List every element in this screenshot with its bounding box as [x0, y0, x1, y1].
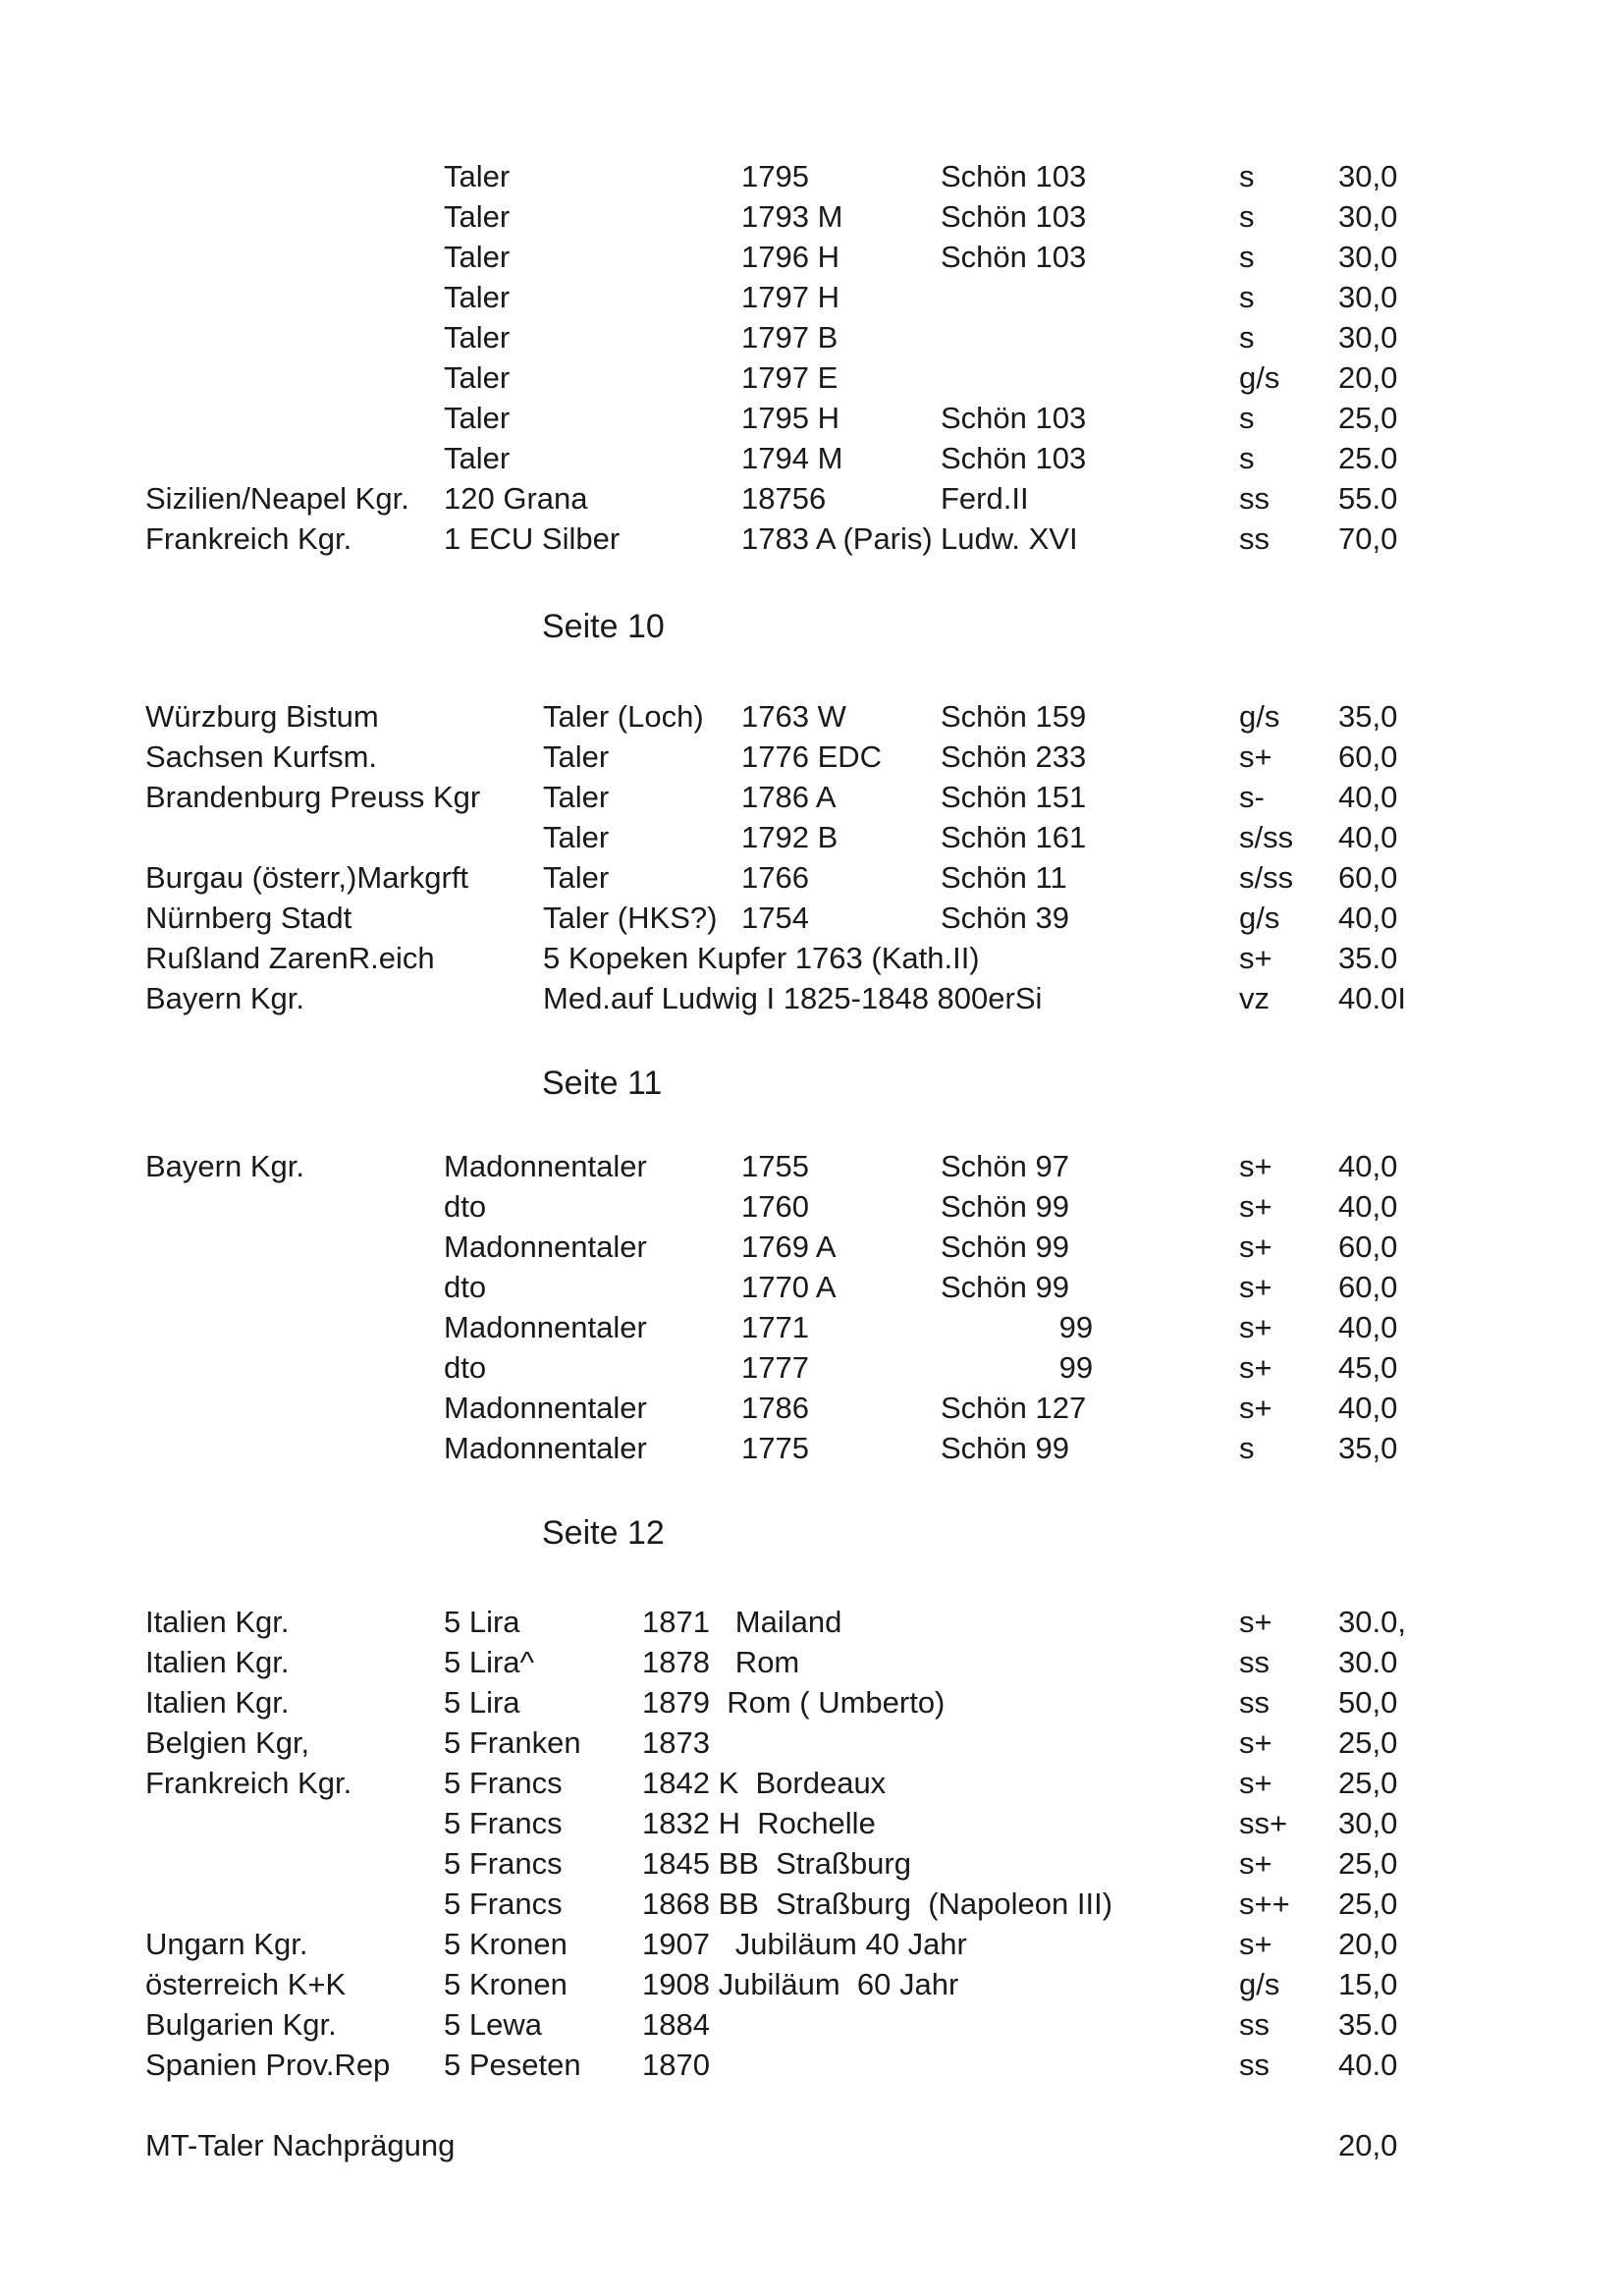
region-cell: österreich K+K — [145, 1967, 347, 2001]
region-cell: Italien Kgr. — [145, 1685, 290, 1720]
year-cell: 1763 W — [741, 699, 846, 734]
grade-cell: ss — [1239, 521, 1270, 556]
year-cell: 1794 M — [741, 441, 843, 475]
coin-cell: 5 Lira^ — [444, 1645, 535, 1679]
price-cell: 25,0 — [1338, 1766, 1398, 1800]
year-cell: 1868 BB Straßburg (Napoleon III) — [642, 1886, 1113, 1921]
grade-cell: s — [1239, 1431, 1255, 1465]
reference-cell: Schön 99 — [941, 1431, 1069, 1465]
reference-cell: Schön 103 — [941, 159, 1087, 193]
year-cell: 1795 H — [741, 401, 839, 435]
list-row — [0, 1683, 1623, 1722]
grade-cell: s+ — [1239, 1189, 1272, 1224]
region-cell: Burgau (österr,)Markgrft — [145, 860, 469, 895]
coin-cell: Madonnentaler — [444, 1149, 647, 1183]
price-cell: 35.0 — [1338, 2007, 1398, 2042]
list-row — [0, 939, 1623, 978]
coin-cell: 5 Kronen — [444, 1927, 568, 1961]
region-cell: Frankreich Kgr. — [145, 1766, 352, 1800]
grade-cell: g/s — [1239, 699, 1280, 734]
grade-cell: s+ — [1239, 941, 1272, 975]
list-row — [0, 519, 1623, 559]
year-cell: 1797 E — [741, 360, 839, 395]
list-row — [0, 318, 1623, 357]
list-row — [0, 738, 1623, 777]
list-row — [0, 238, 1623, 277]
year-cell: 1878 Rom — [642, 1645, 800, 1679]
year-cell: 1871 Mailand — [642, 1605, 842, 1639]
reference-cell: Schön 11 — [941, 860, 1067, 895]
coin-cell: 5 Peseten — [444, 2048, 581, 2082]
year-cell: 1754 — [741, 901, 809, 935]
list-row — [0, 899, 1623, 938]
reference-cell: Schön 99 — [941, 1230, 1069, 1264]
grade-cell: s — [1239, 280, 1255, 314]
year-cell: 1832 H Rochelle — [642, 1806, 876, 1840]
grade-cell: s+ — [1239, 1766, 1272, 1800]
coin-cell: Taler — [543, 860, 610, 895]
list-row — [0, 1348, 1623, 1388]
year-cell: 1769 A — [741, 1230, 837, 1264]
year-cell: 1884 — [642, 2007, 710, 2042]
price-cell: 40,0 — [1338, 901, 1398, 935]
grade-cell: s — [1239, 401, 1255, 435]
list-row — [0, 1643, 1623, 1682]
coin-cell: 5 Lewa — [444, 2007, 542, 2042]
grade-cell: s+ — [1239, 1846, 1272, 1881]
list-row — [0, 1429, 1623, 1468]
region-cell: Italien Kgr. — [145, 1605, 290, 1639]
reference-cell: Schön 103 — [941, 240, 1087, 274]
coin-cell: Taler — [444, 320, 511, 355]
price-cell: 20,0 — [1338, 360, 1398, 395]
list-row — [0, 2005, 1623, 2045]
year-cell: 1786 A — [741, 780, 837, 814]
coin-cell: 5 Francs — [444, 1846, 563, 1881]
price-cell: 60,0 — [1338, 1230, 1398, 1264]
grade-cell: ss — [1239, 2007, 1270, 2042]
list-row — [0, 1187, 1623, 1227]
price-cell: 25.0 — [1338, 441, 1398, 475]
grade-cell: g/s — [1239, 901, 1280, 935]
reference-cell: Schön 151 — [941, 780, 1087, 814]
coin-cell: 120 Grana — [444, 481, 588, 516]
year-cell: 1907 Jubiläum 40 Jahr — [642, 1927, 967, 1961]
price-cell: 45,0 — [1338, 1350, 1398, 1385]
section-heading: Seite 10 — [542, 608, 665, 645]
year-cell: 1796 H — [741, 240, 839, 274]
list-row — [0, 157, 1623, 196]
coin-cell: Taler — [444, 401, 511, 435]
grade-cell: ss — [1239, 1685, 1270, 1720]
grade-cell: s — [1239, 240, 1255, 274]
coin-cell: 5 Kronen — [444, 1967, 568, 2001]
list-row — [0, 1764, 1623, 1803]
grade-cell: s- — [1239, 780, 1265, 814]
reference-cell: Ludw. XVI — [941, 521, 1078, 556]
grade-cell: s/ss — [1239, 820, 1294, 854]
region-cell: Bulgarien Kgr. — [145, 2007, 337, 2042]
price-cell: 35.0 — [1338, 941, 1398, 975]
reference-cell: Schön 39 — [941, 901, 1069, 935]
price-cell: 60,0 — [1338, 1270, 1398, 1304]
year-cell: 1845 BB Straßburg — [642, 1846, 911, 1881]
grade-cell: s+ — [1239, 1927, 1272, 1961]
grade-cell: s+ — [1239, 1270, 1272, 1304]
section-heading: Seite 11 — [542, 1065, 663, 1102]
list-row — [0, 1885, 1623, 1924]
reference-cell: Ferd.II — [941, 481, 1029, 516]
list-row — [0, 1844, 1623, 1884]
coin-cell: 5 Lira — [444, 1685, 520, 1720]
year-cell: 1793 M — [741, 199, 843, 234]
reference-cell: Schön 103 — [941, 199, 1087, 234]
grade-cell: ss — [1239, 1645, 1270, 1679]
coin-cell: dto — [444, 1270, 487, 1304]
price-cell: 50,0 — [1338, 1685, 1398, 1720]
year-cell: 1771 — [741, 1310, 809, 1344]
grade-cell: s+ — [1239, 1310, 1272, 1344]
list-row — [0, 1723, 1623, 1763]
grade-cell: s — [1239, 199, 1255, 234]
coin-cell: Madonnentaler — [444, 1310, 647, 1344]
year-cell: 1775 — [741, 1431, 809, 1465]
list-row — [0, 1804, 1623, 1843]
grade-cell: s++ — [1239, 1886, 1290, 1921]
price-cell: 40,0 — [1338, 780, 1398, 814]
list-row — [0, 1603, 1623, 1642]
price-cell: 20,0 — [1338, 1927, 1398, 1961]
region-cell: Bayern Kgr. — [145, 981, 304, 1015]
grade-cell: s+ — [1239, 1230, 1272, 1264]
reference-cell: Schön 97 — [941, 1149, 1069, 1183]
coin-cell: dto — [444, 1350, 487, 1385]
list-row — [0, 979, 1623, 1018]
price-cell: 30,0 — [1338, 280, 1398, 314]
list-row — [0, 278, 1623, 317]
coin-cell: Taler — [543, 739, 610, 774]
grade-cell: ss — [1239, 2048, 1270, 2082]
price-cell: 30.0, — [1338, 1605, 1406, 1639]
coin-cell: Taler — [444, 199, 511, 234]
region-cell: Rußland ZarenR.eich — [145, 941, 435, 975]
price-cell: 30.0 — [1338, 1645, 1398, 1679]
reference-cell: 99 — [941, 1310, 1094, 1344]
reference-cell: Schön 103 — [941, 401, 1087, 435]
year-cell: 1879 Rom ( Umberto) — [642, 1685, 946, 1720]
footer-price: 20,0 — [1338, 2128, 1398, 2162]
price-cell: 40,0 — [1338, 1149, 1398, 1183]
year-cell: 1760 — [741, 1189, 809, 1224]
region-cell: Frankreich Kgr. — [145, 521, 352, 556]
price-cell: 40,0 — [1338, 1391, 1398, 1425]
section-heading: Seite 12 — [542, 1514, 665, 1552]
region-cell: Nürnberg Stadt — [145, 901, 352, 935]
year-cell: 1797 B — [741, 320, 839, 355]
grade-cell: s+ — [1239, 1149, 1272, 1183]
coin-cell: Med.auf Ludwig I 1825-1848 800erSi — [543, 981, 1043, 1015]
coin-cell: Taler — [543, 820, 610, 854]
reference-cell: Schön 103 — [941, 441, 1087, 475]
list-row — [0, 858, 1623, 898]
coin-cell: 5 Francs — [444, 1886, 563, 1921]
grade-cell: vz — [1239, 981, 1270, 1015]
list-row — [0, 1228, 1623, 1267]
coin-cell: Taler — [444, 280, 511, 314]
coin-cell: 1 ECU Silber — [444, 521, 621, 556]
grade-cell: g/s — [1239, 360, 1280, 395]
region-cell: Würzburg Bistum — [145, 699, 379, 734]
coin-cell: dto — [444, 1189, 487, 1224]
grade-cell: s — [1239, 320, 1255, 355]
price-cell: 35,0 — [1338, 699, 1398, 734]
list-row — [0, 1308, 1623, 1347]
coin-cell: 5 Kopeken Kupfer 1763 (Kath.II) — [543, 941, 980, 975]
price-cell: 30,0 — [1338, 1806, 1398, 1840]
list-row — [0, 2046, 1623, 2085]
coin-cell: Madonnentaler — [444, 1431, 647, 1465]
grade-cell: s+ — [1239, 1350, 1272, 1385]
coin-cell: Taler — [444, 240, 511, 274]
year-cell: 1873 — [642, 1725, 710, 1760]
list-row — [0, 1925, 1623, 1964]
region-cell: Sachsen Kurfsm. — [145, 739, 378, 774]
year-cell: 1766 — [741, 860, 809, 895]
reference-cell: Schön 127 — [941, 1391, 1087, 1425]
year-cell: 1792 B — [741, 820, 839, 854]
footer-label: MT-Taler Nachprägung — [145, 2128, 456, 2162]
footer-row — [0, 2126, 1623, 2165]
coin-cell: Taler — [444, 159, 511, 193]
grade-cell: s/ss — [1239, 860, 1294, 895]
coin-cell: Taler — [444, 441, 511, 475]
price-cell: 35,0 — [1338, 1431, 1398, 1465]
list-row — [0, 479, 1623, 519]
coin-cell: Taler (HKS?) — [543, 901, 718, 935]
grade-cell: ss — [1239, 481, 1270, 516]
list-row — [0, 1147, 1623, 1186]
price-cell: 30,0 — [1338, 199, 1398, 234]
price-cell: 60,0 — [1338, 739, 1398, 774]
region-cell: Bayern Kgr. — [145, 1149, 304, 1183]
coin-cell: Madonnentaler — [444, 1230, 647, 1264]
reference-cell: 99 — [941, 1350, 1094, 1385]
region-cell: Italien Kgr. — [145, 1645, 290, 1679]
coin-cell: 5 Lira — [444, 1605, 520, 1639]
price-cell: 55.0 — [1338, 481, 1398, 516]
price-cell: 40,0 — [1338, 1189, 1398, 1224]
year-cell: 1908 Jubiläum 60 Jahr — [642, 1967, 959, 2001]
price-cell: 25,0 — [1338, 1846, 1398, 1881]
price-cell: 30,0 — [1338, 240, 1398, 274]
list-row — [0, 1965, 1623, 2004]
grade-cell: s+ — [1239, 1605, 1272, 1639]
coin-cell: 5 Francs — [444, 1766, 563, 1800]
year-cell: 1770 A — [741, 1270, 837, 1304]
year-cell: 1870 — [642, 2048, 710, 2082]
list-row — [0, 818, 1623, 857]
grade-cell: ss+ — [1239, 1806, 1288, 1840]
coin-cell: Taler — [543, 780, 610, 814]
coin-cell: Taler (Loch) — [543, 699, 704, 734]
year-cell: 1795 — [741, 159, 809, 193]
price-cell: 25,0 — [1338, 1886, 1398, 1921]
grade-cell: s+ — [1239, 1725, 1272, 1760]
year-cell: 1783 A (Paris) — [741, 521, 933, 556]
price-cell: 15,0 — [1338, 1967, 1398, 2001]
list-row — [0, 697, 1623, 737]
year-cell: 1755 — [741, 1149, 809, 1183]
reference-cell: Schön 161 — [941, 820, 1087, 854]
price-cell: 70,0 — [1338, 521, 1398, 556]
region-cell: Spanien Prov.Rep — [145, 2048, 391, 2082]
grade-cell: s+ — [1239, 1391, 1272, 1425]
grade-cell: s+ — [1239, 739, 1272, 774]
price-cell: 25,0 — [1338, 401, 1398, 435]
price-cell: 40,0 — [1338, 1310, 1398, 1344]
price-cell: 60,0 — [1338, 860, 1398, 895]
list-row — [0, 1268, 1623, 1307]
year-cell: 1786 — [741, 1391, 809, 1425]
price-cell: 30,0 — [1338, 320, 1398, 355]
list-row — [0, 439, 1623, 478]
reference-cell: Schön 233 — [941, 739, 1087, 774]
grade-cell: s — [1239, 441, 1255, 475]
price-cell: 40.0I — [1338, 981, 1406, 1015]
reference-cell: Schön 99 — [941, 1270, 1069, 1304]
year-cell: 1842 K Bordeaux — [642, 1766, 887, 1800]
year-cell: 18756 — [741, 481, 827, 516]
region-cell: Brandenburg Preuss Kgr — [145, 780, 481, 814]
coin-cell: 5 Francs — [444, 1806, 563, 1840]
reference-cell: Schön 99 — [941, 1189, 1069, 1224]
coin-cell: 5 Franken — [444, 1725, 581, 1760]
list-row — [0, 358, 1623, 398]
region-cell: Ungarn Kgr. — [145, 1927, 308, 1961]
price-cell: 30,0 — [1338, 159, 1398, 193]
list-row — [0, 1389, 1623, 1428]
price-cell: 25,0 — [1338, 1725, 1398, 1760]
list-row — [0, 778, 1623, 817]
coin-cell: Taler — [444, 360, 511, 395]
year-cell: 1797 H — [741, 280, 839, 314]
list-row — [0, 399, 1623, 438]
grade-cell: g/s — [1239, 1967, 1280, 2001]
grade-cell: s — [1239, 159, 1255, 193]
region-cell: Belgien Kgr, — [145, 1725, 310, 1760]
year-cell: 1777 — [741, 1350, 809, 1385]
region-cell: Sizilien/Neapel Kgr. — [145, 481, 409, 516]
reference-cell: Schön 159 — [941, 699, 1087, 734]
list-row — [0, 197, 1623, 237]
price-cell: 40.0 — [1338, 2048, 1398, 2082]
price-cell: 40,0 — [1338, 820, 1398, 854]
year-cell: 1776 EDC — [741, 739, 883, 774]
coin-cell: Madonnentaler — [444, 1391, 647, 1425]
